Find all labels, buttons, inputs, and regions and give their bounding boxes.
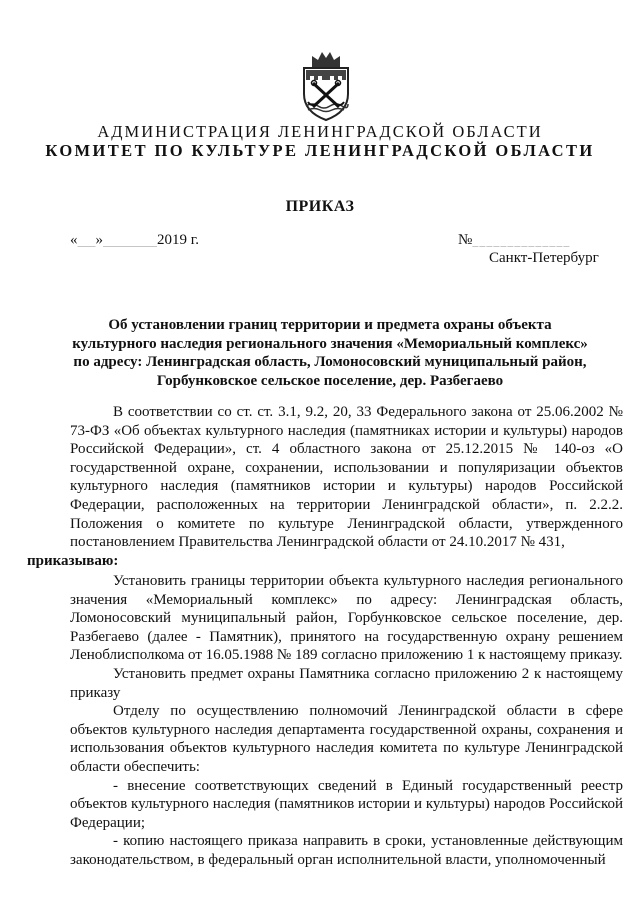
document-title: Об установлении границ территории и предмета охраны объекта культурного наследия регионального значения «Мемориальный комплекс» по адресу: Ленинградская область, Ломоносовский муниципальный район, Горбунковское сельское поселение, дер. Разбегаево	[72, 317, 588, 389]
date-day-handwritten: ___	[77, 233, 96, 247]
date-open-quote: «	[70, 232, 78, 248]
order-item: Установить предмет охраны Памятника согласно приложению 2 к настоящему приказу	[70, 665, 623, 701]
preamble-paragraph	[27, 403, 623, 570]
number-prefix: №	[458, 232, 473, 248]
document-type: ПРИКАЗ	[285, 198, 355, 215]
date-close-quote: »	[95, 232, 103, 248]
order-date	[70, 232, 199, 249]
preamble-text: В соответствии со ст. ст. 3.1, 9.2, 20, 33 Федерального закона от 25.06.2002 № 73-ФЗ «Об объектах культурного наследия (памятниках истории и культуры) народов Российской Федерации», ст. 4 областного закона от 25.12.2015 № 140-оз «О государственной охране, сохранении, использовании и популяризации объектов культурного наследия (памятников истории и культуры) народов Российской Федерации, расположенных на территории Ленинградской области», п. 2.2.2. Положения о комитете по культуре Ленинградской области, утвержденного постановлением Правительства Ленинградской области от 24.10.2017 № 431,	[70, 404, 623, 551]
committee-name: КОМИТЕТ ПО КУЛЬТУРЕ ЛЕНИНГРАДСКОЙ ОБЛАСТИ	[45, 141, 595, 160]
coat-of-arms-icon	[298, 50, 354, 122]
city-name: Санкт-Петербург	[489, 250, 599, 266]
number-handwritten: ______________	[472, 233, 571, 247]
order-subitem: - копию настоящего приказа направить в сроки, установленные действующим законодательством, в федеральный орган исполнительной власти, уполномоченный	[70, 833, 623, 868]
order-items	[70, 572, 623, 870]
order-verb: приказываю:	[27, 552, 119, 569]
order-subitem: - внесение соответствующих сведений в Единый государственный реестр объектов культурного наследия (памятников истории и культуры) народов Российской Федерации;	[70, 777, 623, 831]
order-item: Отделу по осуществлению полномочий Ленинградской области в сфере объектов культурного наследия департамента государственной охраны, сохранения и использования объектов культурного наследия комитета по культуре Ленинградской области обеспечить:	[70, 703, 623, 775]
date-month-handwritten: _________	[103, 233, 157, 247]
date-year: 2019 г.	[157, 232, 199, 248]
order-item: Установить границы территории объекта культурного наследия регионального значения «Мемориальный комплекс» по адресу: Ленинградская область, Ломоносовский муниципальный район, Горбунковское сельское поселение, дер. Разбегаево (далее - Памятник), принятого на государственную охрану решением Леноблисполкома от 16.05.1988 № 189 согласно приложению 1 к настоящему приказу.	[70, 573, 623, 664]
preamble	[27, 403, 623, 570]
organization-name: АДМИНИСТРАЦИЯ ЛЕНИНГРАДСКОЙ ОБЛАСТИ	[97, 122, 543, 141]
order-number	[458, 232, 570, 249]
